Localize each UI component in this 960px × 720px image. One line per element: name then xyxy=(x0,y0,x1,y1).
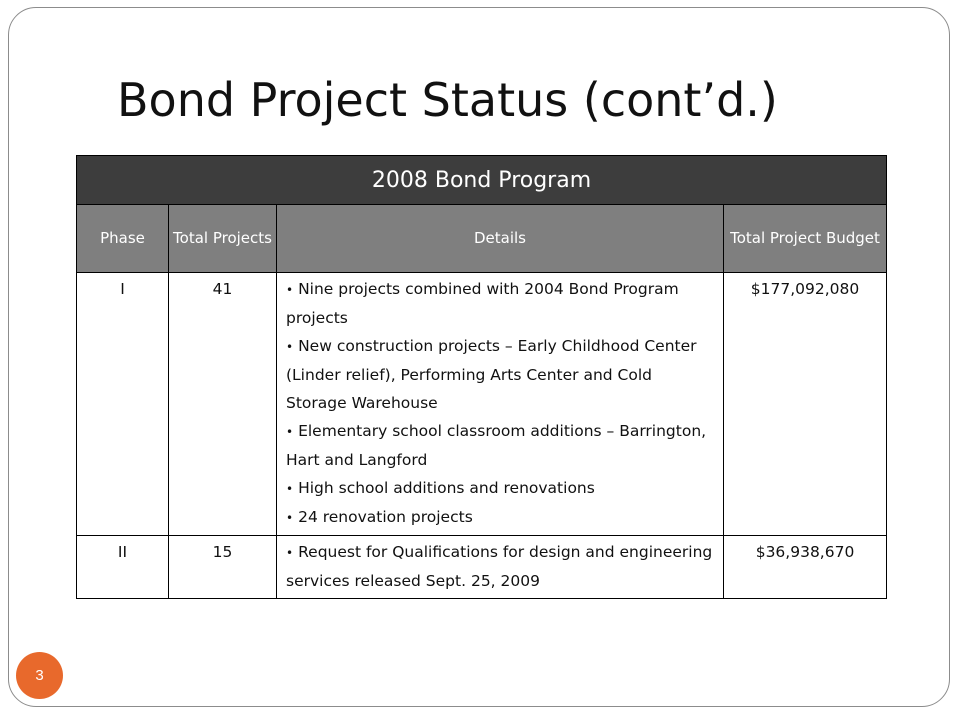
budget-cell: $36,938,670 xyxy=(724,536,887,599)
table-row-phase-1 xyxy=(77,273,887,536)
phase-cell: I xyxy=(77,273,169,536)
column-header-details: Details xyxy=(277,205,724,273)
column-header-phase: Phase xyxy=(77,205,169,273)
details-cell xyxy=(277,273,724,536)
slide-title: Bond Project Status (cont’d.) xyxy=(117,73,778,127)
column-header-total-projects: Total Projects xyxy=(169,205,277,273)
bullet-icon: • xyxy=(286,482,294,496)
total-projects-cell: 41 xyxy=(169,273,277,536)
page-number-badge: 3 xyxy=(16,652,63,699)
table-row-phase-2 xyxy=(77,536,887,599)
bullet-icon: • xyxy=(286,283,294,297)
detail-text: Nine projects combined with 2004 Bond Program projects xyxy=(286,280,679,327)
detail-text: 24 renovation projects xyxy=(298,508,473,526)
bullet-icon: • xyxy=(286,425,294,439)
phase-cell: II xyxy=(77,536,169,599)
details-cell xyxy=(277,536,724,599)
budget-cell: $177,092,080 xyxy=(724,273,887,536)
bullet-icon: • xyxy=(286,511,294,525)
bullet-icon: • xyxy=(286,546,294,560)
column-header-budget: Total Project Budget xyxy=(724,205,887,273)
detail-item xyxy=(286,275,717,332)
total-projects-cell: 15 xyxy=(169,536,277,599)
detail-item xyxy=(286,474,717,503)
detail-text: Elementary school classroom additions – Barrington, Hart and Langford xyxy=(286,422,707,469)
detail-item xyxy=(286,417,717,474)
detail-text: Request for Qualifications for design and engineering services released Sept. 25, 2009 xyxy=(286,543,713,590)
detail-text: New construction projects – Early Childhood Center (Linder relief), Performing Arts Center and Cold Storage Warehouse xyxy=(286,337,697,412)
detail-item xyxy=(286,538,717,595)
program-title: 2008 Bond Program xyxy=(77,156,887,205)
detail-text: High school additions and renovations xyxy=(298,479,595,497)
detail-item xyxy=(286,503,717,532)
detail-item xyxy=(286,332,717,417)
bond-program-table xyxy=(76,155,887,599)
bullet-icon: • xyxy=(286,340,294,354)
